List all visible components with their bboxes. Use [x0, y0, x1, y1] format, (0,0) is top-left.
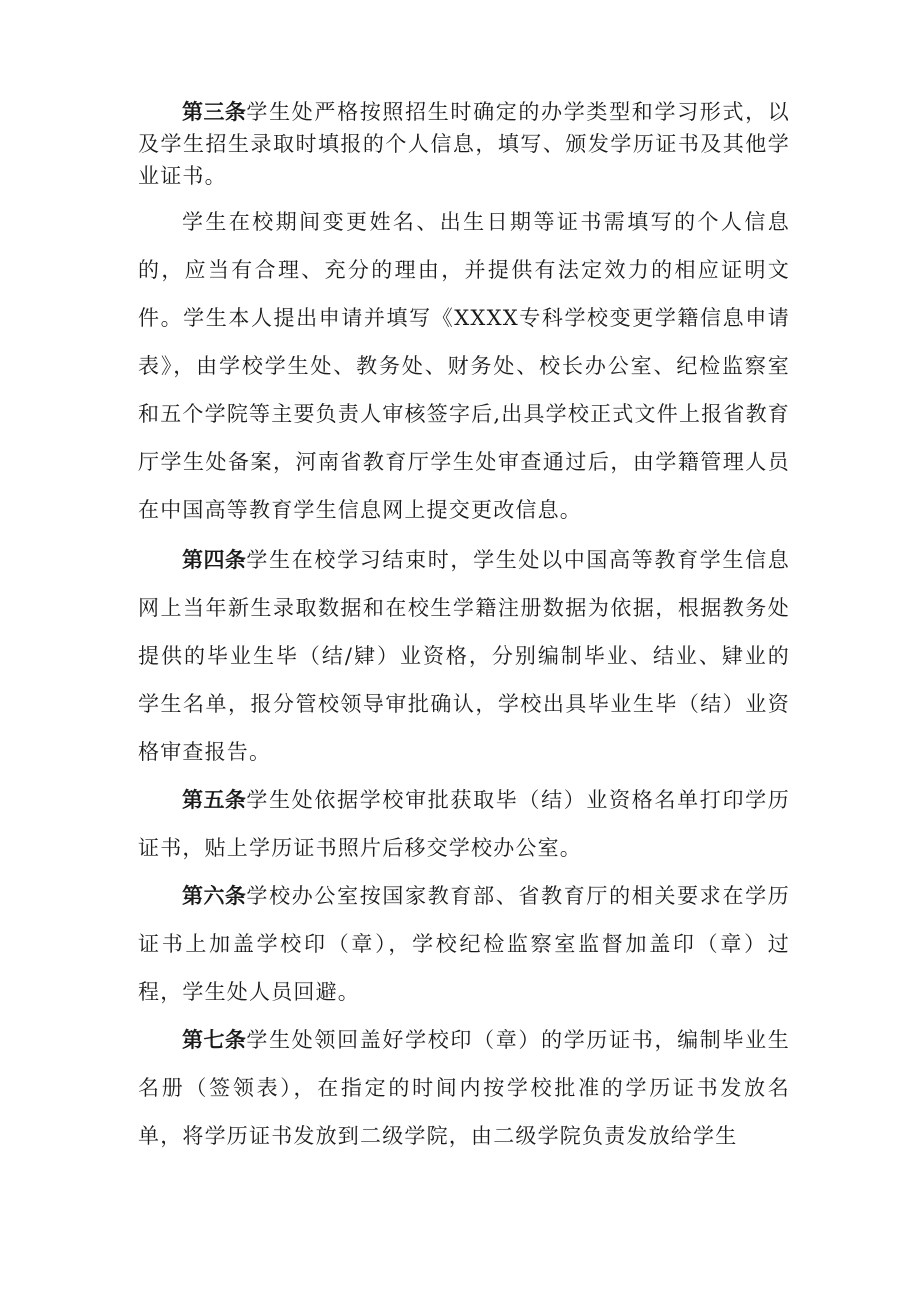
article-5-paragraph — [138, 776, 790, 872]
paragraph-text: 学生处严格按照招生时确定的办学类型和学习形式，以及学生招生录取时填报的个人信息，填写、颁发学历证书及其他学业证书。 — [138, 100, 790, 188]
paragraph-text: 学生在校期间变更姓名、出生日期等证书需填写的个人信息的，应当有合理、充分的理由，并提供有法定效力的相应证明文件。学生本人提出申请并填写《XXXX专科学校变更学籍信息申请表》，由学校学生处、教务处、财务处、校长办公室、纪检监察室和五个学院等主要负责人审核签字后,出具学校正式文件上报省教育厅学生处备案，河南省教育厅学生处审查通过后，由学籍管理人员在中国高等教育学生信息网上提交更改信息。 — [138, 210, 790, 522]
article-7-paragraph — [138, 1016, 790, 1160]
article-label: 第五条 — [182, 788, 247, 812]
paragraph-text: 学校办公室按国家教育部、省教育厅的相关要求在学历证书上加盖学校印（章），学校纪检监察室监督加盖印（章）过程，学生处人员回避。 — [138, 884, 790, 1004]
paragraph-text: 学生处领回盖好学校印（章）的学历证书，编制毕业生名册（签领表），在指定的时间内按学校批准的学历证书发放名单，将学历证书发放到二级学院，由二级学院负责发放给学生 — [138, 1028, 790, 1148]
article-label: 第三条 — [182, 100, 247, 124]
paragraph-text: 学生处依据学校审批获取毕（结）业资格名单打印学历证书，贴上学历证书照片后移交学校办公室。 — [138, 788, 790, 860]
article-6-paragraph — [138, 872, 790, 1016]
article-3-paragraph — [138, 96, 790, 192]
article-4-paragraph — [138, 536, 790, 776]
article-label: 第六条 — [182, 884, 247, 908]
article-label: 第七条 — [182, 1028, 247, 1052]
name-change-paragraph — [138, 198, 790, 534]
article-label: 第四条 — [182, 548, 247, 572]
paragraph-text: 学生在校学习结束时，学生处以中国高等教育学生信息网上当年新生录取数据和在校生学籍注册数据为依据，根据教务处提供的毕业生毕（结/肄）业资格，分别编制毕业、结业、肄业的学生名单，报分管校领导审批确认，学校出具毕业生毕（结）业资格审查报告。 — [138, 548, 790, 764]
